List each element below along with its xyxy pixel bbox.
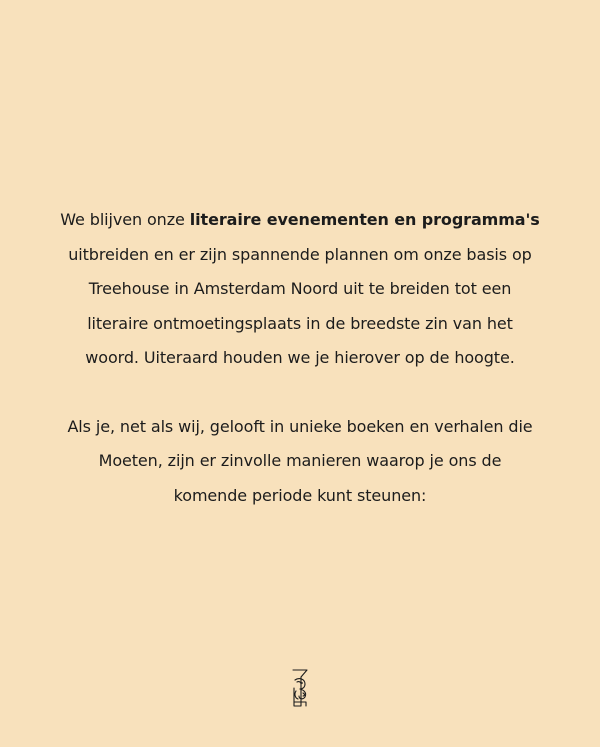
- paragraph-support: [30, 410, 570, 514]
- paragraph-events-line-5: woord. Uiteraard houden we je hierover op de hoogte.: [85, 348, 515, 367]
- paragraph-support-line-1: Als je, net als wij, gelooft in unieke boeken en verhalen die: [67, 416, 533, 436]
- paragraph-events-line-1-prefix: We blijven onze: [60, 210, 190, 229]
- paragraph-events-line-3: Treehouse in Amsterdam Noord uit te breiden tot een: [88, 279, 512, 298]
- paragraph-events-line-2: uitbreiden en er zijn spannende plannen om onze basis op: [68, 244, 532, 264]
- text-block: [30, 203, 570, 513]
- paragraph-support-line-3: komende periode kunt steunen:: [173, 485, 427, 505]
- events-programs-highlight: literaire evenementen en programma's: [189, 210, 540, 229]
- paragraph-events-line-1: [30, 203, 570, 238]
- paragraph-support-line-2: Moeten, zijn er zinvolle manieren waarop je ons de: [98, 451, 502, 470]
- paragraph-events-line-4: literaire ontmoetingsplaats in de breedste zin van het: [87, 313, 513, 333]
- paragraph-events: [30, 203, 570, 376]
- publisher-emblem-icon: [287, 668, 313, 708]
